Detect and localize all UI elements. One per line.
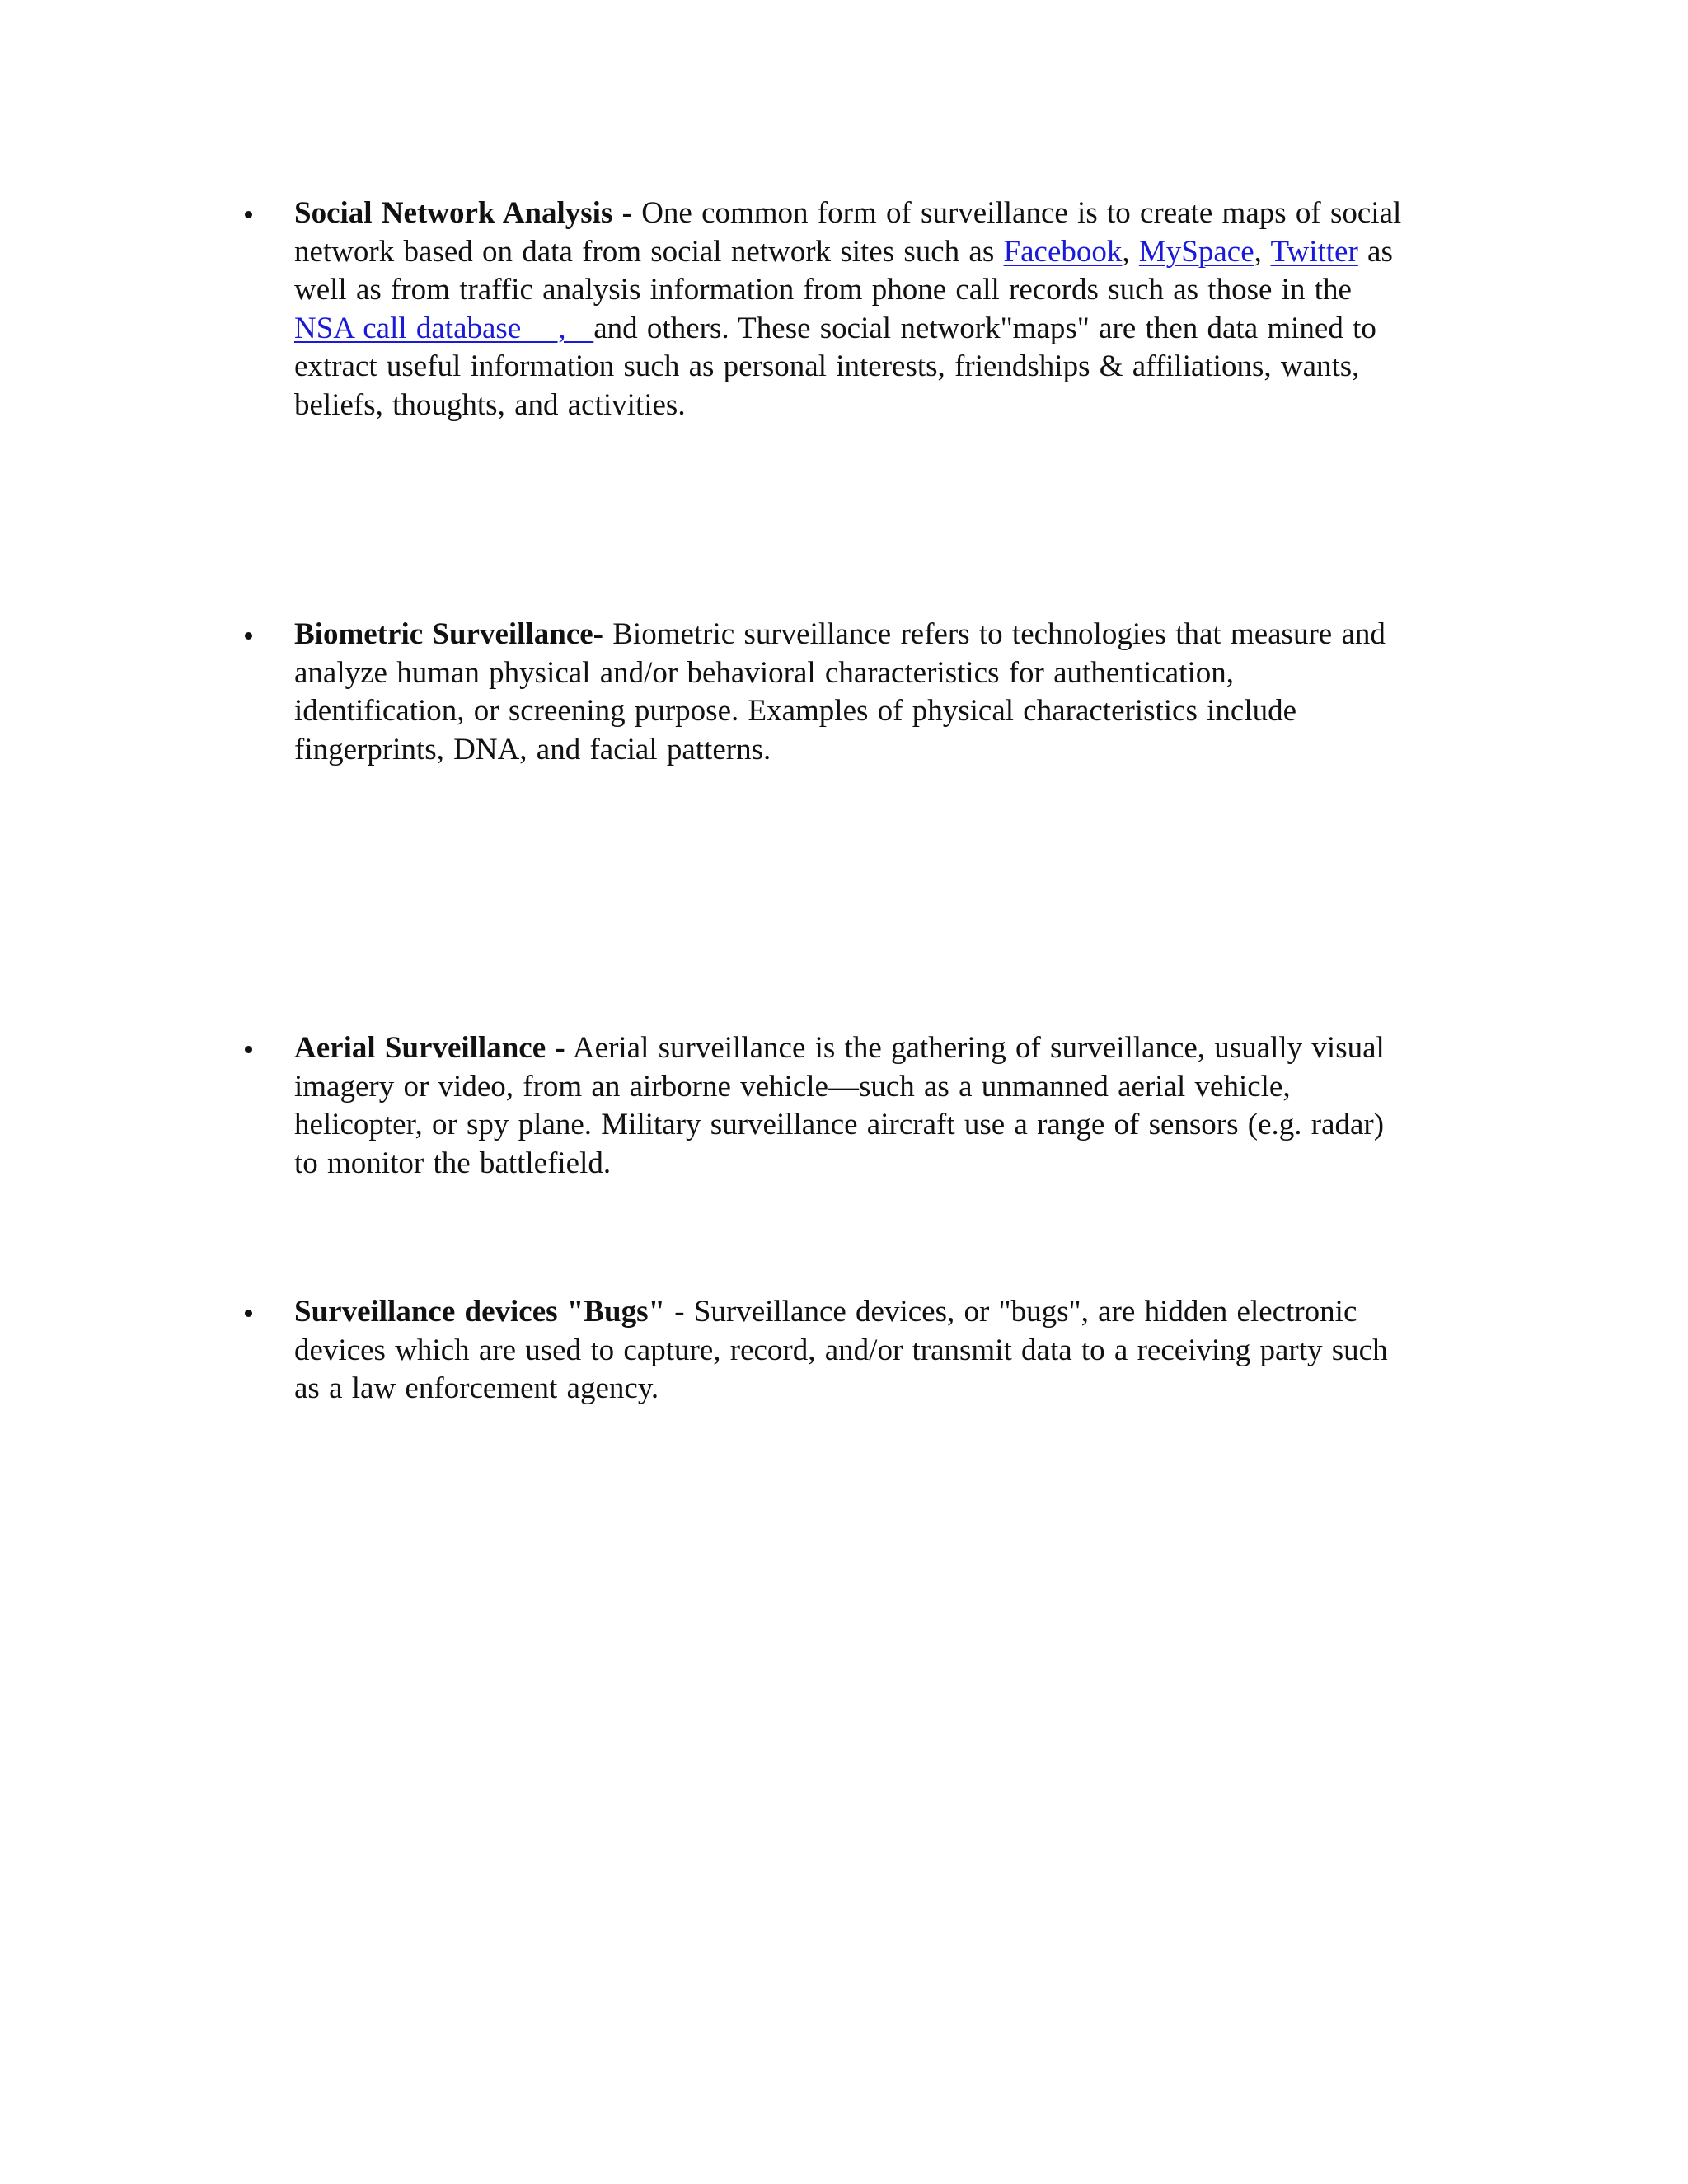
text-line <box>294 1029 1465 1068</box>
text-line <box>294 310 1465 349</box>
text-segment: , <box>1122 234 1139 269</box>
text-segment: as <box>1357 234 1393 269</box>
list-item-text <box>294 1029 1465 1183</box>
text-line <box>294 616 1465 654</box>
text-segment: One common form of surveillance is to create maps of social <box>631 196 1402 230</box>
text-segment: network based on data from social network sites such as <box>294 234 1004 269</box>
text-segment: , <box>1254 234 1271 269</box>
text-line: analyze human physical and/or behavioral characteristics for authentication, <box>294 655 1234 690</box>
text-segment: Aerial surveillance is the gathering of surveillance, usually visual <box>565 1031 1385 1065</box>
item-heading: Social Network Analysis - <box>294 196 632 230</box>
text-line: identification, or screening purpose. Examples of physical characteristics include <box>294 694 1297 728</box>
text-segment: Surveillance devices, or "bugs", are hidden electronic <box>684 1295 1357 1329</box>
twitter-link[interactable]: Twitter <box>1270 234 1358 269</box>
text-segment: beliefs, thoughts, and activities. <box>294 387 686 422</box>
text-line <box>294 348 1465 387</box>
item-heading: Biometric Surveillance- <box>294 617 603 651</box>
text-line: as a law enforcement agency. <box>294 1371 659 1405</box>
text-line <box>294 1293 1465 1332</box>
facebook-link[interactable]: Facebook <box>1003 234 1123 269</box>
text-line: fingerprints, DNA, and facial patterns. <box>294 732 771 766</box>
text-line: devices which are used to capture, record, and/or transmit data to a receiving party such <box>294 1333 1388 1367</box>
text-segment: and others. These social network"maps" are then data mined to <box>593 311 1376 345</box>
item-heading: Surveillance devices "Bugs" - <box>294 1295 685 1329</box>
text-line <box>294 387 1465 425</box>
list-item-text <box>294 194 1465 424</box>
nsa-call-database-link[interactable]: NSA call database , <box>294 311 594 345</box>
text-segment: well as from traffic analysis information from phone call records such as those in the <box>294 273 1352 307</box>
text-line <box>294 271 1465 310</box>
text-segment: extract useful information such as personal interests, friendships & affiliations, wants, <box>294 349 1360 383</box>
text-line: to monitor the battlefield. <box>294 1146 612 1180</box>
text-line: helicopter, or spy plane. Military surveillance aircraft use a range of sensors (e.g. radar) <box>294 1108 1385 1141</box>
text-line: imagery or video, from an airborne vehicle—such as a unmanned aerial vehicle, <box>294 1069 1291 1104</box>
text-line <box>294 233 1465 272</box>
text-line <box>294 194 1465 233</box>
item-heading: Aerial Surveillance - <box>294 1031 565 1065</box>
list-item-text <box>294 1293 1465 1408</box>
list-item-text <box>294 616 1465 769</box>
myspace-link[interactable]: MySpace <box>1138 234 1254 269</box>
text-segment: Biometric surveillance refers to technologies that measure and <box>603 617 1386 651</box>
